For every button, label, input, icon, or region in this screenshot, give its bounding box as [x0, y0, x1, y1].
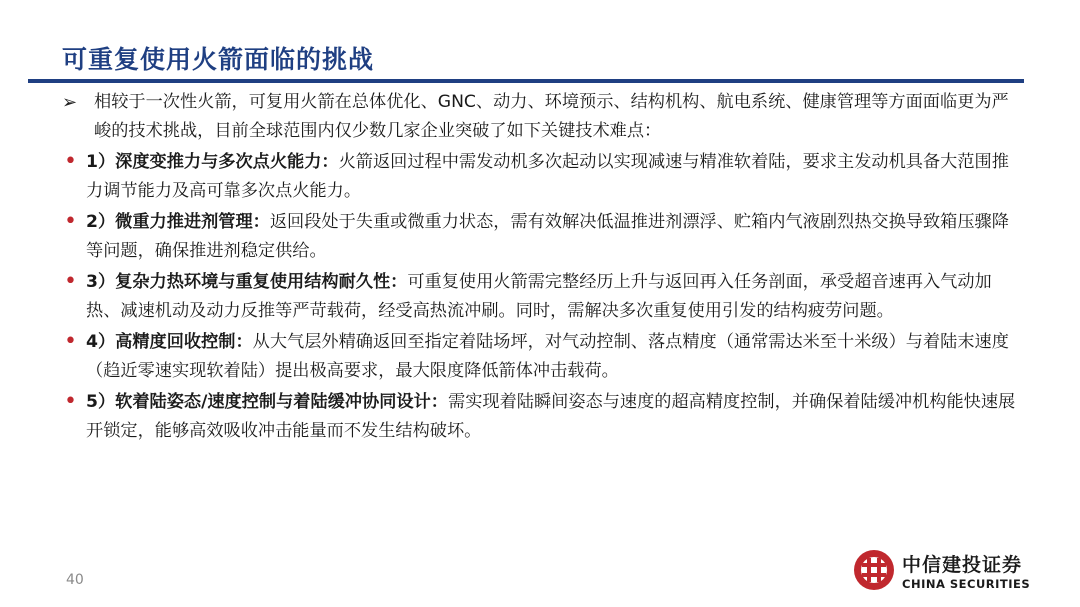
item-text: 需实现着陆瞬间姿态与速度的超高精度控制，并确保着陆缓冲机构能快速展开锁定，能够高效吸收冲击能量而不发生结构破坏。 [86, 392, 1016, 441]
item-heading: 软着陆姿态/速度控制与着陆缓冲协同设计： [115, 392, 448, 412]
item-number: 3） [86, 272, 116, 292]
bullet-dot-icon: • [64, 149, 77, 174]
company-logo [852, 548, 1032, 598]
item-heading: 微重力推进剂管理： [115, 212, 270, 232]
item-text: 火箭返回过程中需发动机多次起动以实现减速与精准软着陆，要求主发动机具备大范围推力调节能力及高可靠多次点火能力。 [86, 152, 1009, 201]
arrow-bullet-icon: ➢ [62, 92, 78, 113]
slide-title: 可重复使用火箭面临的挑战 [62, 45, 375, 74]
logo-name-en: CHINA SECURITIES [902, 577, 1031, 591]
intro-text: 相较于一次性火箭，可复用火箭在总体优化、GNC、动力、环境预示、结构机构、航电系统、健康管理等方面面临更为严峻的技术挑战，目前全球范围内仅少数几家企业突破了如下关键技术难点： [94, 92, 1009, 141]
item-text: 返回段处于失重或微重力状态，需有效解决低温推进剂漂浮、贮箱内气液剧烈热交换导致箱压骤降等问题，确保推进剂稳定供给。 [86, 212, 1009, 261]
intro-paragraph [60, 88, 1020, 146]
item-heading: 复杂力热环境与重复使用结构耐久性： [115, 272, 408, 292]
challenge-item-1 [60, 148, 1020, 206]
bullet-dot-icon: • [64, 269, 77, 294]
item-number: 1） [86, 152, 116, 172]
item-number: 4） [86, 332, 116, 352]
item-text: 可重复使用火箭需完整经历上升与返回再入任务剖面，承受超音速再入气动加热、减速机动及动力反推等严苛载荷，经受高热流冲刷。同时，需解决多次重复使用引发的结构疲劳问题。 [86, 272, 992, 321]
item-heading: 深度变推力与多次点火能力： [115, 152, 339, 172]
china-securities-logo-icon [852, 548, 896, 592]
bullet-dot-icon: • [64, 329, 77, 354]
challenge-item-4 [60, 328, 1020, 386]
page-number: 40 [66, 572, 84, 588]
challenge-item-3 [60, 268, 1020, 326]
item-number: 2） [86, 212, 116, 232]
item-text: 从大气层外精确返回至指定着陆场坪，对气动控制、落点精度（通常需达米至十米级）与着陆末速度（趋近零速实现软着陆）提出极高要求，最大限度降低箭体冲击载荷。 [86, 332, 1009, 381]
challenge-item-2 [60, 208, 1020, 266]
bullet-dot-icon: • [64, 209, 77, 234]
slide-body [60, 88, 1020, 448]
challenge-item-5 [60, 388, 1020, 446]
title-underline [28, 79, 1024, 83]
logo-name-cn: 中信建投证券 [902, 554, 1023, 576]
bullet-dot-icon: • [64, 389, 77, 414]
item-number: 5） [86, 392, 116, 412]
item-heading: 高精度回收控制： [115, 332, 253, 352]
